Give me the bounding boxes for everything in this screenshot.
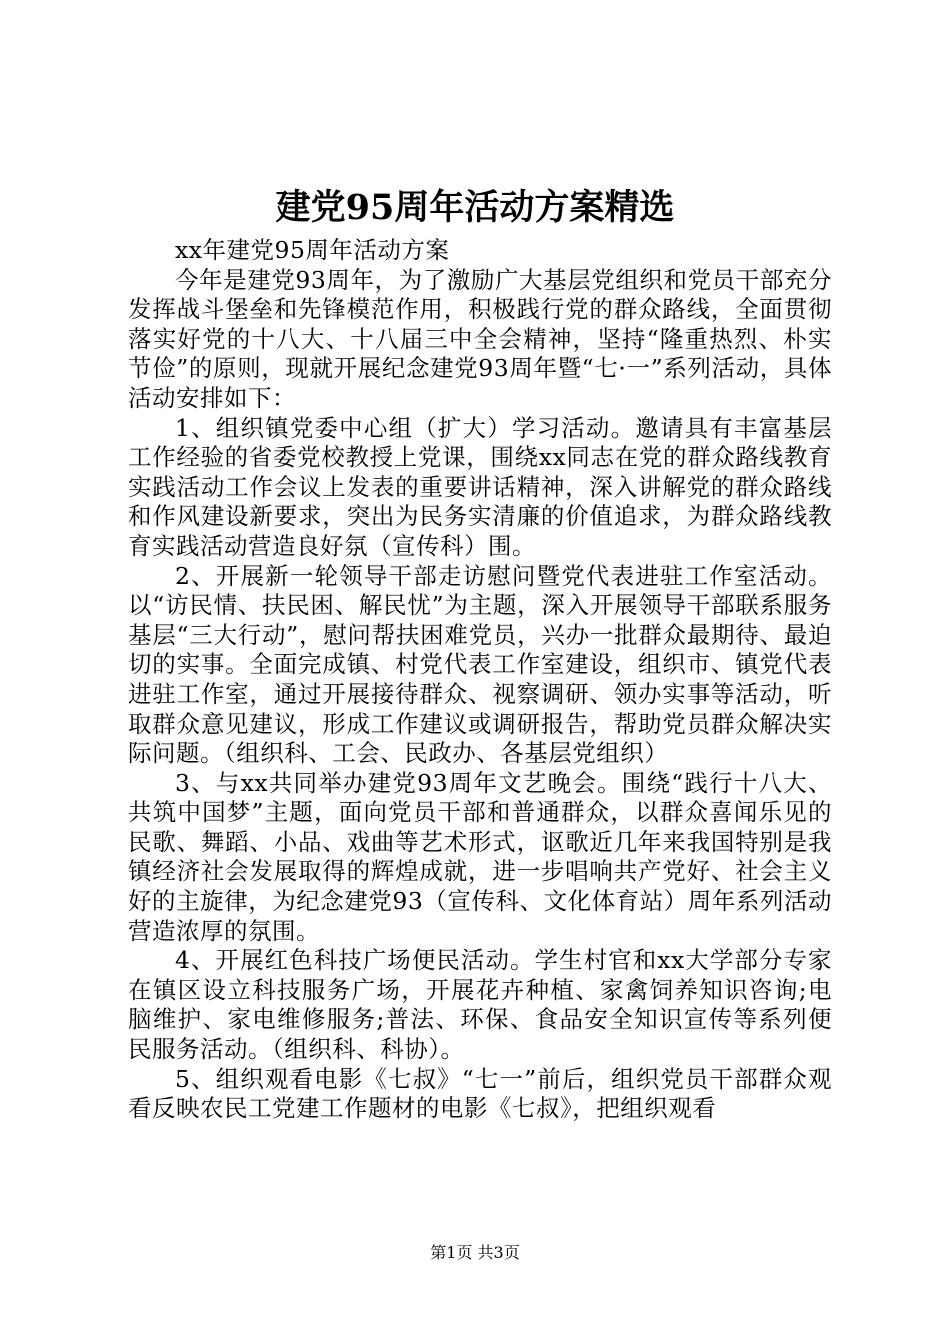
- paragraph-item-4: 4、开展红色科技广场便民活动。学生村官和xx大学部分专家在镇区设立科技服务广场，开展花卉种植、家禽饲养知识咨询;电脑维护、家电维修服务;普法、环保、食品安全知识宣传等系列便民服务活动。（组织科、科协）。: [128, 946, 832, 1064]
- document-title: 建党95周年活动方案精选: [275, 187, 675, 228]
- paragraph-item-1: 1、组织镇党委中心组（扩大）学习活动。邀请具有丰富基层工作经验的省委党校教授上党课，围绕xx同志在党的群众路线教育实践活动工作会议上发表的重要讲话精神，深入讲解党的群众路线和作风建设新要求，突出为民务实清廉的价值追求，为群众路线教育实践活动营造良好氛（宣传科）围。: [128, 413, 832, 560]
- paragraph-item-2: 2、开展新一轮领导干部走访慰问暨党代表进驻工作室活动。以“访民情、扶民困、解民忧”为主题，深入开展领导干部联系服务基层“三大行动”，慰问帮扶困难党员，兴办一批群众最期待、最迫切的实事。全面完成镇、村党代表工作室建设，组织市、镇党代表进驻工作室，通过开展接待群众、视察调研、领办实事等活动，听取群众意见建议，形成工作建议或调研报告，帮助党员群众解决实际问题。（组织科、工会、民政办、各基层党组织）: [128, 561, 832, 768]
- document-subtitle: xx年建党95周年活动方案: [175, 236, 450, 264]
- paragraph-intro: 今年是建党93周年，为了激励广大基层党组织和党员干部充分发挥战斗堡垒和先锋模范作用，积极践行党的群众路线，全面贯彻落实好党的十八大、十八届三中全会精神，坚持“隆重热烈、朴实节俭”的原则，现就开展纪念建党93周年暨“七·一”系列活动，具体活动安排如下：: [128, 265, 832, 412]
- paragraph-item-3: 3、与xx共同举办建党93周年文艺晚会。围绕“践行十八大、共筑中国梦”主题，面向党员干部和普通群众，以群众喜闻乐见的民歌、舞蹈、小品、戏曲等艺术形式，讴歌近几年来我国特别是我镇经济社会发展取得的辉煌成就，进一步唱响共产党好、社会主义好的主旋律，为纪念建党93（宣传科、文化体育站）周年系列活动营造浓厚的氛围。: [128, 768, 832, 945]
- document-body: [128, 236, 832, 1124]
- page-number-footer: 第1页 共3页: [430, 1243, 520, 1262]
- paragraph-item-5: 5、组织观看电影《七叔》“七一”前后，组织党员干部群众观看反映农民工党建工作题材的电影《七叔》，把组织观看: [128, 1064, 832, 1123]
